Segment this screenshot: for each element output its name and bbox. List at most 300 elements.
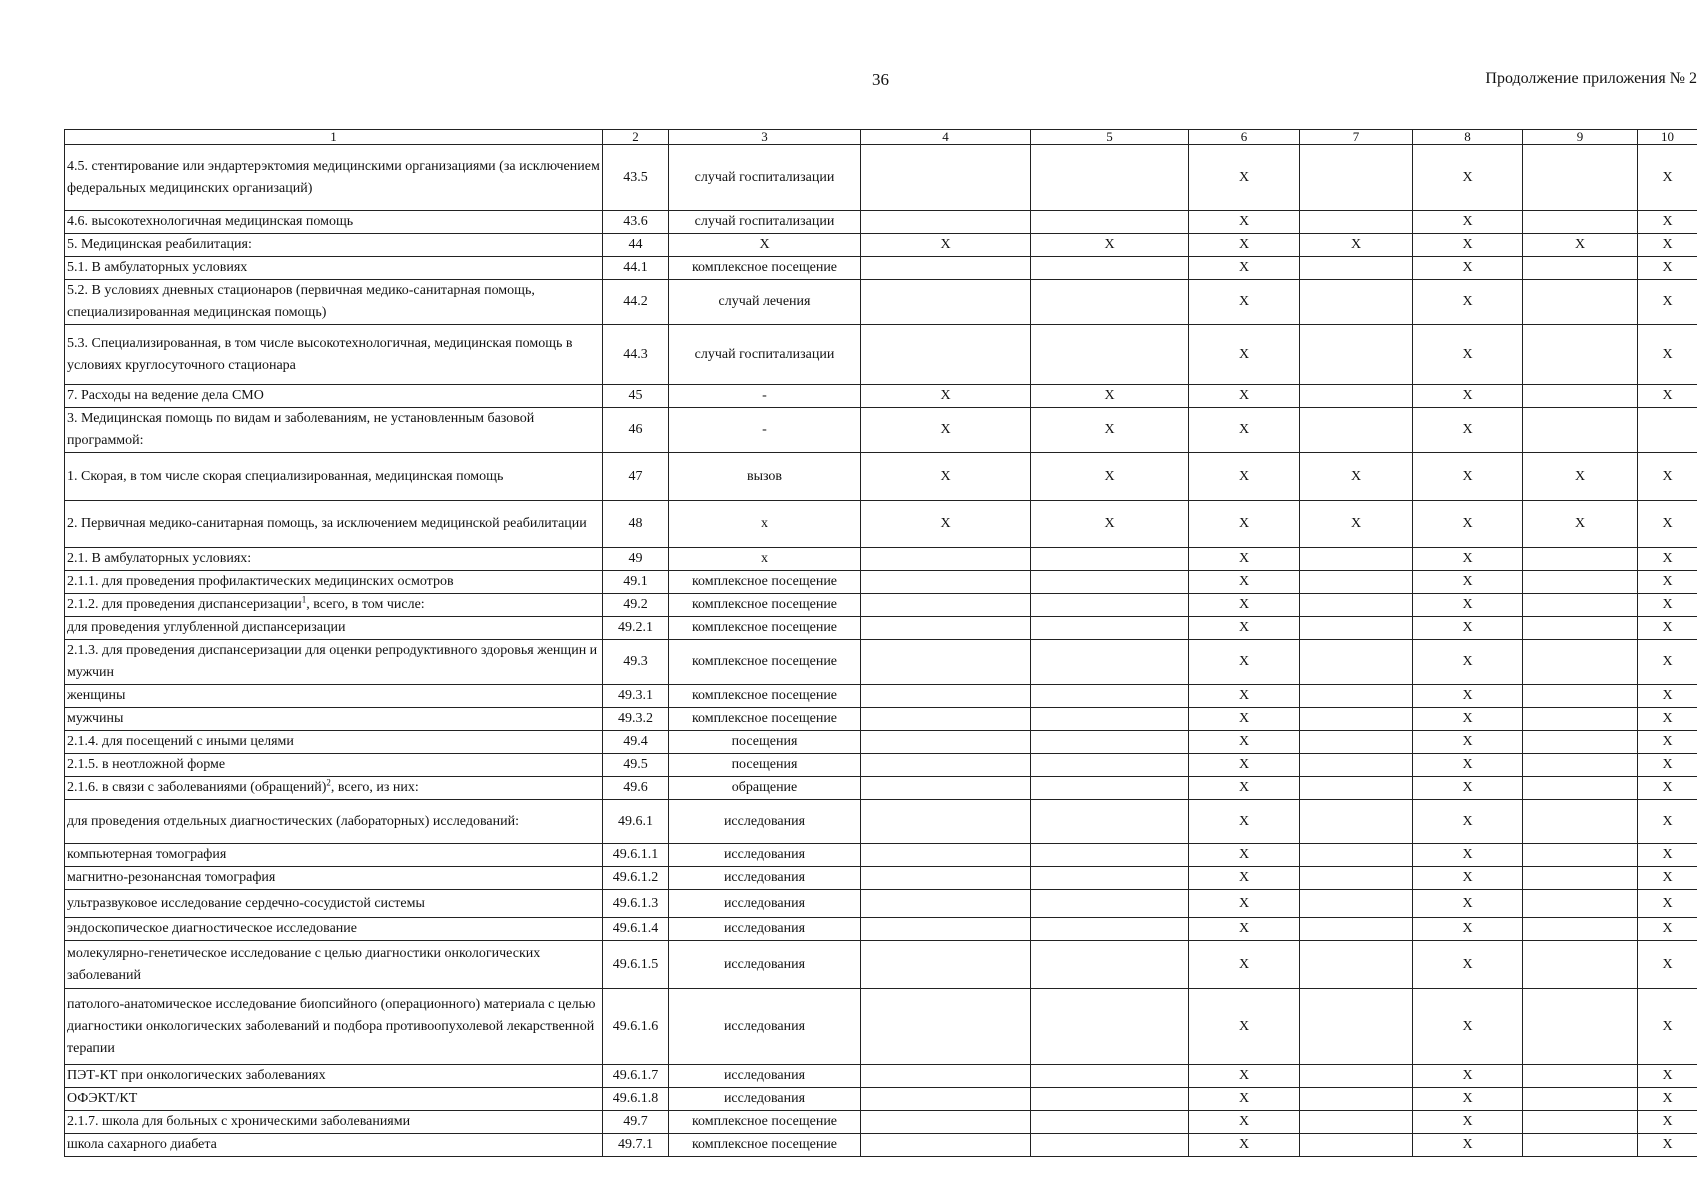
value-cell-c8: X	[1413, 548, 1523, 571]
value-cell-c8: X	[1413, 918, 1523, 941]
value-cell-c6: X	[1189, 1111, 1300, 1134]
value-cell-c9	[1523, 800, 1638, 844]
row-name: 5. Медицинская реабилитация:	[67, 237, 252, 252]
row-name: магнитно-резонансная томография	[67, 870, 276, 885]
value-cell-c5	[1031, 708, 1189, 731]
value-cell-c6: X	[1189, 1088, 1300, 1111]
value-cell-c4	[861, 777, 1031, 800]
value-cell-c4	[861, 640, 1031, 685]
value-cell-c5	[1031, 1134, 1189, 1157]
value-cell-c5: X	[1031, 385, 1189, 408]
row-name-cell	[65, 918, 603, 941]
unit-of-measure: вызов	[669, 453, 861, 501]
value-cell-c4: X	[861, 385, 1031, 408]
value-cell-c4: X	[861, 234, 1031, 257]
value-cell-c4	[861, 325, 1031, 385]
row-name-cell	[65, 754, 603, 777]
value-cell-c6: X	[1189, 408, 1300, 453]
value-cell-c6: X	[1189, 257, 1300, 280]
row-name-cell	[65, 640, 603, 685]
value-cell-c7	[1300, 385, 1413, 408]
value-cell-c10: X	[1638, 708, 1697, 731]
row-number: 44	[603, 234, 669, 257]
value-cell-c10: X	[1638, 640, 1697, 685]
row-name-cell	[65, 867, 603, 890]
row-name: мужчины	[67, 711, 124, 726]
value-cell-c9	[1523, 844, 1638, 867]
value-cell-c5	[1031, 685, 1189, 708]
table-row	[65, 890, 1697, 918]
value-cell-c6: X	[1189, 548, 1300, 571]
value-cell-c5	[1031, 867, 1189, 890]
value-cell-c7	[1300, 918, 1413, 941]
unit-of-measure: комплексное посещение	[669, 257, 861, 280]
value-cell-c4	[861, 257, 1031, 280]
value-cell-c5	[1031, 325, 1189, 385]
value-cell-c7	[1300, 1111, 1413, 1134]
value-cell-c7	[1300, 890, 1413, 918]
value-cell-c4	[861, 548, 1031, 571]
value-cell-c8: X	[1413, 1111, 1523, 1134]
row-name-cell	[65, 280, 603, 325]
table-row	[65, 280, 1697, 325]
value-cell-c9: X	[1523, 453, 1638, 501]
value-cell-c7	[1300, 325, 1413, 385]
unit-of-measure: комплексное посещение	[669, 571, 861, 594]
value-cell-c4	[861, 731, 1031, 754]
row-number: 49.7.1	[603, 1134, 669, 1157]
value-cell-c8: X	[1413, 708, 1523, 731]
unit-of-measure: комплексное посещение	[669, 685, 861, 708]
unit-of-measure: исследования	[669, 867, 861, 890]
row-name: 2.1.4. для посещений с иными целями	[67, 734, 294, 749]
value-cell-c5	[1031, 989, 1189, 1065]
value-cell-c10: X	[1638, 453, 1697, 501]
value-cell-c5: X	[1031, 234, 1189, 257]
value-cell-c8: X	[1413, 1134, 1523, 1157]
continuation-note: Продолжение приложения № 2	[1485, 70, 1697, 87]
column-header: 4	[861, 130, 1031, 145]
value-cell-c10: X	[1638, 941, 1697, 989]
value-cell-c6: X	[1189, 918, 1300, 941]
value-cell-c5	[1031, 145, 1189, 211]
value-cell-c7	[1300, 408, 1413, 453]
row-name: патолого-анатомическое исследование биопсийного (операционного) материала с целью диагностики онкологических заболеваний и подбора противоопухолевой лекарственной терапии	[67, 996, 596, 1056]
unit-of-measure: случай госпитализации	[669, 325, 861, 385]
value-cell-c6: X	[1189, 800, 1300, 844]
table-row	[65, 385, 1697, 408]
value-cell-c6: X	[1189, 777, 1300, 800]
table-header-row	[65, 130, 1697, 145]
column-header: 8	[1413, 130, 1523, 145]
value-cell-c7	[1300, 777, 1413, 800]
value-cell-c5	[1031, 1065, 1189, 1088]
value-cell-c9	[1523, 1065, 1638, 1088]
value-cell-c6: X	[1189, 867, 1300, 890]
value-cell-c7	[1300, 617, 1413, 640]
row-number: 49.2.1	[603, 617, 669, 640]
value-cell-c5	[1031, 754, 1189, 777]
value-cell-c9	[1523, 548, 1638, 571]
value-cell-c9	[1523, 325, 1638, 385]
value-cell-c8: X	[1413, 257, 1523, 280]
unit-of-measure: x	[669, 548, 861, 571]
value-cell-c7: X	[1300, 501, 1413, 548]
value-cell-c10: X	[1638, 257, 1697, 280]
value-cell-c10: X	[1638, 754, 1697, 777]
value-cell-c9	[1523, 280, 1638, 325]
value-cell-c6: X	[1189, 941, 1300, 989]
value-cell-c4	[861, 800, 1031, 844]
value-cell-c4	[861, 145, 1031, 211]
value-cell-c10: X	[1638, 1088, 1697, 1111]
row-name-cell	[65, 989, 603, 1065]
row-number: 47	[603, 453, 669, 501]
row-name-cell	[65, 708, 603, 731]
value-cell-c5	[1031, 548, 1189, 571]
row-name-cell	[65, 385, 603, 408]
data-table	[64, 129, 1697, 1157]
value-cell-c8: X	[1413, 571, 1523, 594]
row-number: 49.5	[603, 754, 669, 777]
table-row	[65, 918, 1697, 941]
unit-of-measure: комплексное посещение	[669, 1134, 861, 1157]
row-number: 49.6	[603, 777, 669, 800]
table-row	[65, 800, 1697, 844]
row-number: 44.2	[603, 280, 669, 325]
column-header: 5	[1031, 130, 1189, 145]
table-row	[65, 594, 1697, 617]
unit-of-measure: -	[669, 385, 861, 408]
value-cell-c6: X	[1189, 640, 1300, 685]
table-row	[65, 453, 1697, 501]
row-name: 5.2. В условиях дневных стационаров (первичная медико-санитарная помощь, специализированная медицинская помощь)	[67, 283, 535, 320]
value-cell-c9	[1523, 867, 1638, 890]
value-cell-c4	[861, 890, 1031, 918]
page-number: 36	[872, 70, 889, 89]
value-cell-c6: X	[1189, 844, 1300, 867]
value-cell-c5	[1031, 617, 1189, 640]
value-cell-c10: X	[1638, 800, 1697, 844]
value-cell-c6: X	[1189, 211, 1300, 234]
value-cell-c8: X	[1413, 800, 1523, 844]
table-row	[65, 1111, 1697, 1134]
row-number: 44.3	[603, 325, 669, 385]
value-cell-c8: X	[1413, 731, 1523, 754]
row-name-cell	[65, 501, 603, 548]
value-cell-c6: X	[1189, 594, 1300, 617]
value-cell-c7	[1300, 867, 1413, 890]
value-cell-c4	[861, 211, 1031, 234]
value-cell-c7	[1300, 754, 1413, 777]
value-cell-c7	[1300, 571, 1413, 594]
unit-of-measure: исследования	[669, 941, 861, 989]
value-cell-c6: X	[1189, 989, 1300, 1065]
value-cell-c5	[1031, 941, 1189, 989]
table-row	[65, 617, 1697, 640]
value-cell-c5	[1031, 211, 1189, 234]
row-name: 3. Медицинская помощь по видам и заболеваниям, не установленным базовой программой:	[67, 411, 535, 448]
row-name-cell	[65, 1065, 603, 1088]
value-cell-c7: X	[1300, 453, 1413, 501]
table-row	[65, 685, 1697, 708]
table-row	[65, 777, 1697, 800]
column-header: 6	[1189, 130, 1300, 145]
table-row	[65, 754, 1697, 777]
value-cell-c4	[861, 571, 1031, 594]
row-number: 43.6	[603, 211, 669, 234]
value-cell-c8: X	[1413, 280, 1523, 325]
row-name-cell	[65, 548, 603, 571]
value-cell-c8: X	[1413, 408, 1523, 453]
value-cell-c9	[1523, 145, 1638, 211]
value-cell-c7	[1300, 548, 1413, 571]
value-cell-c4	[861, 1111, 1031, 1134]
value-cell-c6: X	[1189, 280, 1300, 325]
row-number: 49.6.1	[603, 800, 669, 844]
value-cell-c5	[1031, 640, 1189, 685]
value-cell-c10: X	[1638, 385, 1697, 408]
table-body	[65, 145, 1697, 1157]
row-name-cell	[65, 211, 603, 234]
value-cell-c5	[1031, 1088, 1189, 1111]
row-name-cell	[65, 617, 603, 640]
unit-of-measure: X	[669, 234, 861, 257]
value-cell-c8: X	[1413, 1088, 1523, 1111]
value-cell-c4	[861, 941, 1031, 989]
value-cell-c10: X	[1638, 890, 1697, 918]
value-cell-c10: X	[1638, 501, 1697, 548]
table-row	[65, 708, 1697, 731]
value-cell-c4	[861, 1065, 1031, 1088]
value-cell-c10: X	[1638, 211, 1697, 234]
row-number: 49.6.1.6	[603, 989, 669, 1065]
value-cell-c4	[861, 594, 1031, 617]
row-name-cell	[65, 453, 603, 501]
row-name-cell	[65, 685, 603, 708]
row-name-cell	[65, 1111, 603, 1134]
value-cell-c10: X	[1638, 280, 1697, 325]
value-cell-c6: X	[1189, 385, 1300, 408]
unit-of-measure: комплексное посещение	[669, 1111, 861, 1134]
table-row	[65, 408, 1697, 453]
row-number: 49.6.1.7	[603, 1065, 669, 1088]
value-cell-c9	[1523, 408, 1638, 453]
value-cell-c7	[1300, 844, 1413, 867]
value-cell-c9: X	[1523, 501, 1638, 548]
value-cell-c10: X	[1638, 1065, 1697, 1088]
row-name: эндоскопическое диагностическое исследование	[67, 921, 357, 936]
value-cell-c9	[1523, 617, 1638, 640]
value-cell-c9	[1523, 754, 1638, 777]
value-cell-c8: X	[1413, 941, 1523, 989]
table-row	[65, 640, 1697, 685]
row-name-cell	[65, 890, 603, 918]
table-row	[65, 1065, 1697, 1088]
row-number: 49.6.1.1	[603, 844, 669, 867]
unit-of-measure: комплексное посещение	[669, 594, 861, 617]
value-cell-c4: X	[861, 501, 1031, 548]
value-cell-c10: X	[1638, 145, 1697, 211]
row-number: 49.2	[603, 594, 669, 617]
value-cell-c7	[1300, 257, 1413, 280]
footnote-marker: 1	[301, 594, 307, 605]
unit-of-measure: обращение	[669, 777, 861, 800]
value-cell-c8: X	[1413, 453, 1523, 501]
value-cell-c8: X	[1413, 890, 1523, 918]
value-cell-c4: X	[861, 408, 1031, 453]
row-name: 2.1.5. в неотложной форме	[67, 757, 226, 772]
value-cell-c9	[1523, 640, 1638, 685]
table-row	[65, 501, 1697, 548]
value-cell-c8: X	[1413, 594, 1523, 617]
table-row	[65, 731, 1697, 754]
value-cell-c5	[1031, 280, 1189, 325]
value-cell-c5	[1031, 800, 1189, 844]
row-name: 7. Расходы на ведение дела СМО	[67, 388, 264, 403]
row-number: 45	[603, 385, 669, 408]
row-number: 49.7	[603, 1111, 669, 1134]
row-name-cell	[65, 731, 603, 754]
table-row	[65, 844, 1697, 867]
value-cell-c5: X	[1031, 408, 1189, 453]
row-name-cell	[65, 1134, 603, 1157]
row-name: молекулярно-генетическое исследование с целью диагностики онкологических заболеваний	[67, 945, 541, 983]
row-name: компьютерная томография	[67, 847, 227, 862]
table-row	[65, 571, 1697, 594]
row-name: ПЭТ-КТ при онкологических заболеваниях	[67, 1068, 326, 1083]
value-cell-c5	[1031, 918, 1189, 941]
unit-of-measure: случай лечения	[669, 280, 861, 325]
value-cell-c7	[1300, 280, 1413, 325]
row-number: 46	[603, 408, 669, 453]
row-name-cell	[65, 777, 603, 800]
column-header: 7	[1300, 130, 1413, 145]
row-name-cell	[65, 571, 603, 594]
value-cell-c10: X	[1638, 844, 1697, 867]
row-name: для проведения углубленной диспансеризации	[67, 620, 346, 635]
unit-of-measure: комплексное посещение	[669, 708, 861, 731]
value-cell-c7	[1300, 594, 1413, 617]
row-name-cell	[65, 325, 603, 385]
value-cell-c7	[1300, 685, 1413, 708]
value-cell-c7	[1300, 1134, 1413, 1157]
value-cell-c5: X	[1031, 453, 1189, 501]
value-cell-c10: X	[1638, 234, 1697, 257]
unit-of-measure: комплексное посещение	[669, 640, 861, 685]
row-number: 49.3.1	[603, 685, 669, 708]
row-name-cell	[65, 941, 603, 989]
value-cell-c8: X	[1413, 777, 1523, 800]
unit-of-measure: -	[669, 408, 861, 453]
value-cell-c4	[861, 708, 1031, 731]
value-cell-c10: X	[1638, 617, 1697, 640]
value-cell-c7	[1300, 708, 1413, 731]
value-cell-c5	[1031, 890, 1189, 918]
value-cell-c8: X	[1413, 844, 1523, 867]
row-number: 43.5	[603, 145, 669, 211]
row-number: 49.4	[603, 731, 669, 754]
value-cell-c10: X	[1638, 548, 1697, 571]
value-cell-c10: X	[1638, 777, 1697, 800]
value-cell-c10: X	[1638, 989, 1697, 1065]
value-cell-c9	[1523, 257, 1638, 280]
table-row	[65, 234, 1697, 257]
column-header: 9	[1523, 130, 1638, 145]
unit-of-measure: исследования	[669, 1088, 861, 1111]
value-cell-c5: X	[1031, 501, 1189, 548]
value-cell-c10: X	[1638, 571, 1697, 594]
value-cell-c4	[861, 867, 1031, 890]
value-cell-c6: X	[1189, 754, 1300, 777]
value-cell-c5	[1031, 594, 1189, 617]
row-number: 49.6.1.5	[603, 941, 669, 989]
row-name: ультразвуковое исследование сердечно-сосудистой системы	[67, 895, 425, 911]
column-header: 1	[65, 130, 603, 145]
value-cell-c8: X	[1413, 754, 1523, 777]
unit-of-measure: исследования	[669, 989, 861, 1065]
value-cell-c10: X	[1638, 867, 1697, 890]
value-cell-c8: X	[1413, 617, 1523, 640]
row-name-cell	[65, 408, 603, 453]
value-cell-c9	[1523, 777, 1638, 800]
value-cell-c8: X	[1413, 989, 1523, 1065]
value-cell-c4	[861, 754, 1031, 777]
value-cell-c6: X	[1189, 325, 1300, 385]
row-number: 49.6.1.8	[603, 1088, 669, 1111]
row-name-cell	[65, 234, 603, 257]
table-row	[65, 1088, 1697, 1111]
row-name: 2. Первичная медико-санитарная помощь, за исключением медицинской реабилитации	[67, 516, 587, 531]
value-cell-c8: X	[1413, 685, 1523, 708]
value-cell-c10	[1638, 408, 1697, 453]
row-name: 2.1. В амбулаторных условиях:	[67, 551, 252, 566]
value-cell-c5	[1031, 777, 1189, 800]
value-cell-c8: X	[1413, 640, 1523, 685]
row-name: 4.6. высокотехнологичная медицинская помощь	[67, 214, 354, 229]
value-cell-c4	[861, 918, 1031, 941]
value-cell-c5	[1031, 257, 1189, 280]
unit-of-measure: случай госпитализации	[669, 211, 861, 234]
table-row	[65, 548, 1697, 571]
value-cell-c5	[1031, 731, 1189, 754]
value-cell-c8: X	[1413, 501, 1523, 548]
row-number: 49.6.1.2	[603, 867, 669, 890]
row-name: 2.1.6. в связи с заболеваниями (обращений)	[67, 780, 327, 795]
value-cell-c5	[1031, 571, 1189, 594]
value-cell-c8: X	[1413, 211, 1523, 234]
value-cell-c9	[1523, 211, 1638, 234]
row-name-cell	[65, 257, 603, 280]
table-row	[65, 1134, 1697, 1157]
row-name: школа сахарного диабета	[67, 1137, 217, 1152]
value-cell-c8: X	[1413, 234, 1523, 257]
value-cell-c10: X	[1638, 1111, 1697, 1134]
row-name: 2.1.1. для проведения профилактических медицинских осмотров	[67, 574, 454, 589]
value-cell-c7	[1300, 640, 1413, 685]
footnote-marker: 2	[326, 777, 331, 788]
column-header: 10	[1638, 130, 1697, 145]
value-cell-c5	[1031, 844, 1189, 867]
value-cell-c9	[1523, 1134, 1638, 1157]
value-cell-c7	[1300, 800, 1413, 844]
value-cell-c7	[1300, 1065, 1413, 1088]
value-cell-c4: X	[861, 453, 1031, 501]
value-cell-c8: X	[1413, 325, 1523, 385]
row-name-tail: , всего, из них:	[330, 780, 419, 795]
unit-of-measure: комплексное посещение	[669, 617, 861, 640]
value-cell-c9	[1523, 989, 1638, 1065]
